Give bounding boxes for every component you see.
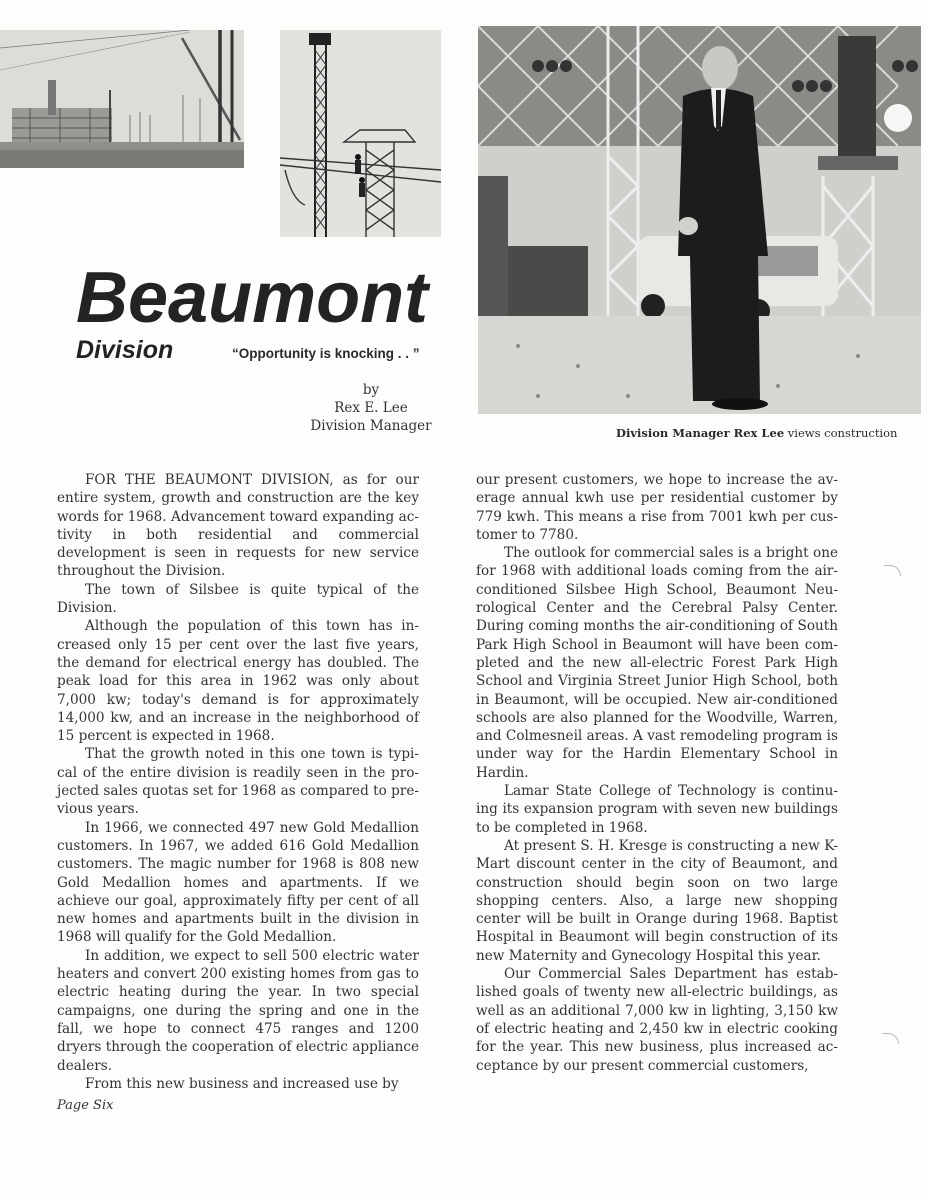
binder-hole-mark bbox=[882, 1033, 899, 1044]
power-plant-image bbox=[0, 30, 244, 168]
binder-hole-mark bbox=[884, 565, 901, 576]
paragraph: From this new business and increased use by bbox=[85, 1075, 399, 1092]
paragraph: The outlook for commercial sales is a bright one for 1968 with additional loads coming from the air-conditioned Silsbee High School, Beaumont Neurological Center and the Cerebral Palsy Center. During coming months the air-conditioning of South Park High School in Beaumont will have been completed and the new all-electric Forest Park High School and Virginia Street Junior High School, both in Beaumont, will be occupied. New air-conditioned schools are also planned for the Woodville, Warren, and Colmesneil areas. A vast remodeling program is under way for the Hardin Elementary School in Hardin. bbox=[476, 545, 838, 781]
byline-author: Rex E. Lee bbox=[334, 400, 408, 416]
photo-transmission-tower-linemen bbox=[280, 30, 441, 237]
photo-caption bbox=[616, 426, 897, 440]
page-number: Page Six bbox=[57, 1098, 114, 1113]
transmission-tower-image bbox=[280, 30, 441, 237]
byline-by: by bbox=[362, 382, 380, 398]
paragraph: FOR THE BEAUMONT DIVISION, as for our entire system, growth and construction are the key words for 1968. Advancement toward expanding activity in both residential and commercial development is seen in requests for new service throughout the Division. bbox=[57, 472, 419, 580]
paragraph: At present S. H. Kresge is constructing a new K-Mart discount center in the city of Beaumont, and construction should begin soon on two large shopping centers. Also, a large new shopping center will be built in Orange during 1968. Baptist Hospital in Beaumont will begin construction of its new Maternity and Gynecology Hospital this year. bbox=[476, 837, 838, 964]
photo-division-manager-substation bbox=[478, 26, 921, 414]
division-manager-image bbox=[478, 26, 921, 414]
article-tagline: “Opportunity is knocking . . ” bbox=[232, 346, 420, 361]
paragraph: Our Commercial Sales Department has established goals of twenty new all-electric buildings, as well as an additional 7,000 kw in lighting, 3,150 kw of electric heating and 2,450 kw in electric cooking for the year. This new business, plus increased acceptance by our present commercial customers, bbox=[476, 966, 838, 1074]
photo-power-plant-construction bbox=[0, 30, 244, 168]
article-title: Beaumont bbox=[76, 258, 429, 338]
caption-bold: Division Manager Rex Lee bbox=[616, 426, 785, 440]
paragraph: Although the population of this town has increased only 15 per cent over the last five years, the demand for electrical energy has doubled. The peak load for this area in 1962 was only about 7,000 kw; today's demand is for approximately 14,000 kw, and an increase in the neighborhood of 15 percent is expected in 1968. bbox=[57, 618, 419, 745]
paragraph: In addition, we expect to sell 500 electric water heaters and convert 200 existing homes from gas to electric heating during the year. In two special campaigns, one during the spring and one in the fall, we hope to connect 475 ranges and 1200 dryers through the cooperation of electric appliance dealers. bbox=[57, 947, 419, 1074]
paragraph: Lamar State College of Technology is continuing its expansion program with seven new buildings to be completed in 1968. bbox=[476, 783, 838, 836]
article-column-left bbox=[57, 471, 419, 1093]
caption-regular: views construction bbox=[784, 426, 898, 440]
paragraph: That the growth noted in this one town is typical of the entire division is readily seen in the projected sales quotas set for 1968 as compared to previous years. bbox=[57, 746, 419, 818]
article-subtitle: Division bbox=[76, 336, 174, 364]
paragraph: our present customers, we hope to increase the average annual kwh use per residential customer by 779 kwh. This means a rise from 7001 kwh per customer to 7780. bbox=[476, 472, 838, 543]
paragraph: In 1966, we connected 497 new Gold Medallion customers. In 1967, we added 616 Gold Medallion customers. The magic number for 1968 is 808 new Gold Medallion homes and apartments. If we achieve our goal, approximately fifty per cent of all new homes and apartments built in the division in 1968 will qualify for the Gold Medallion. bbox=[57, 819, 419, 946]
byline-role: Division Manager bbox=[310, 418, 432, 434]
article-column-right bbox=[476, 471, 838, 1075]
byline bbox=[296, 381, 446, 435]
paragraph: The town of Silsbee is quite typical of the Division. bbox=[57, 581, 419, 617]
